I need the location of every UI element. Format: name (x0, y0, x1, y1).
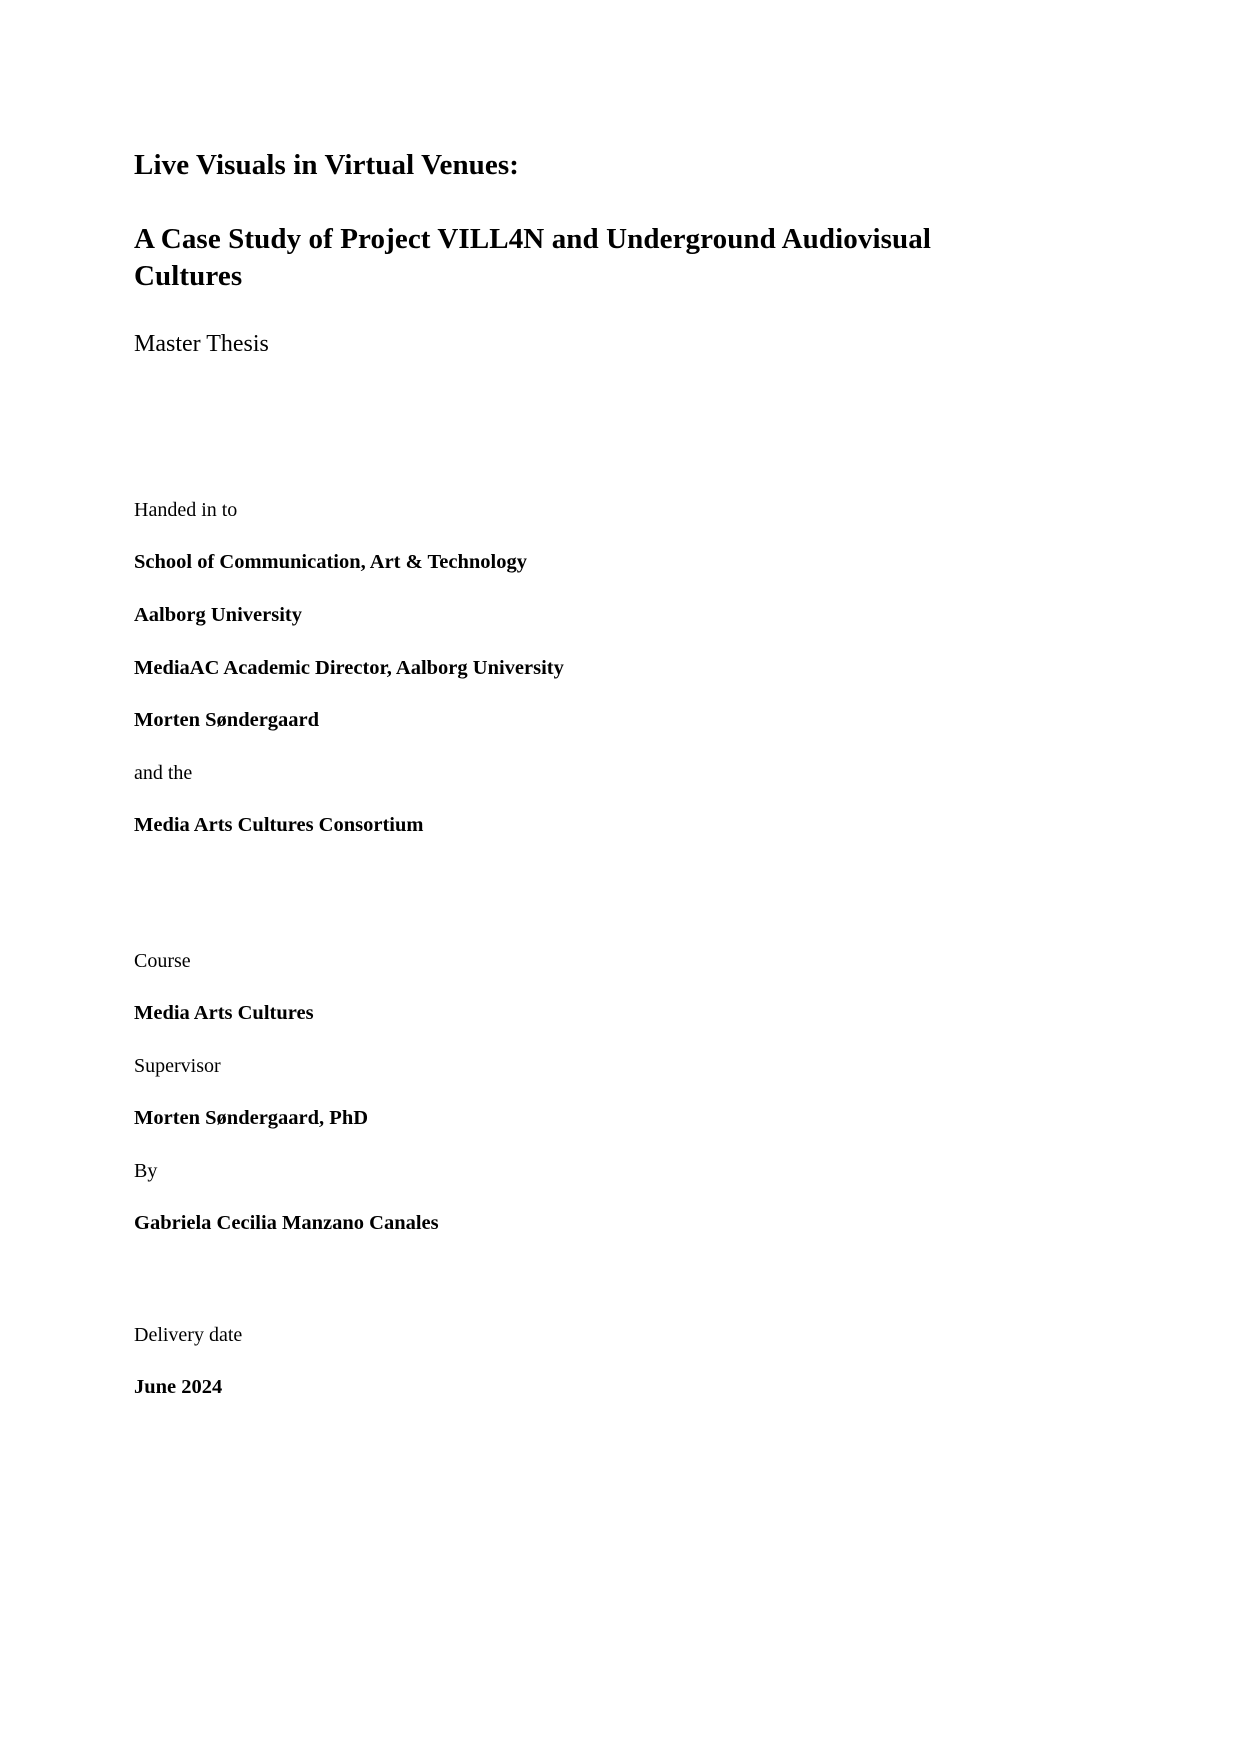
author-value: Gabriela Cecilia Manzano Canales (134, 1211, 439, 1234)
delivery-date-label: Delivery date (134, 1324, 243, 1347)
delivery-date-value: June 2024 (134, 1376, 223, 1399)
handed-in-director-name: Morten Søndergaard (134, 709, 320, 732)
handed-in-label: Handed in to (134, 499, 238, 522)
handed-in-school: School of Communication, Art & Technology (134, 551, 527, 574)
course-label: Course (134, 950, 191, 973)
title-page-content (134, 148, 934, 1400)
handed-in-consortium: Media Arts Cultures Consortium (134, 813, 424, 836)
course-value: Media Arts Cultures (134, 1002, 314, 1025)
supervisor-label: Supervisor (134, 1054, 221, 1077)
handed-in-block (134, 498, 934, 837)
handed-in-university: Aalborg University (134, 603, 302, 626)
course-supervisor-block (134, 949, 934, 1235)
document-type-label: Master Thesis (134, 330, 269, 357)
supervisor-value: Morten Søndergaard, PhD (134, 1106, 369, 1129)
author-label: By (134, 1159, 158, 1182)
spacer-after-title (134, 358, 934, 498)
page-title: Live Visuals in Virtual Venues: (134, 149, 520, 181)
delivery-date-block (134, 1323, 934, 1400)
spacer-after-handed-in (134, 837, 934, 949)
handed-in-conjunction: and the (134, 761, 193, 784)
spacer-after-course (134, 1235, 934, 1323)
handed-in-director-role: MediaAC Academic Director, Aalborg University (134, 656, 564, 679)
page-subtitle: A Case Study of Project VILL4N and Underground Audiovisual Cultures (134, 223, 932, 293)
